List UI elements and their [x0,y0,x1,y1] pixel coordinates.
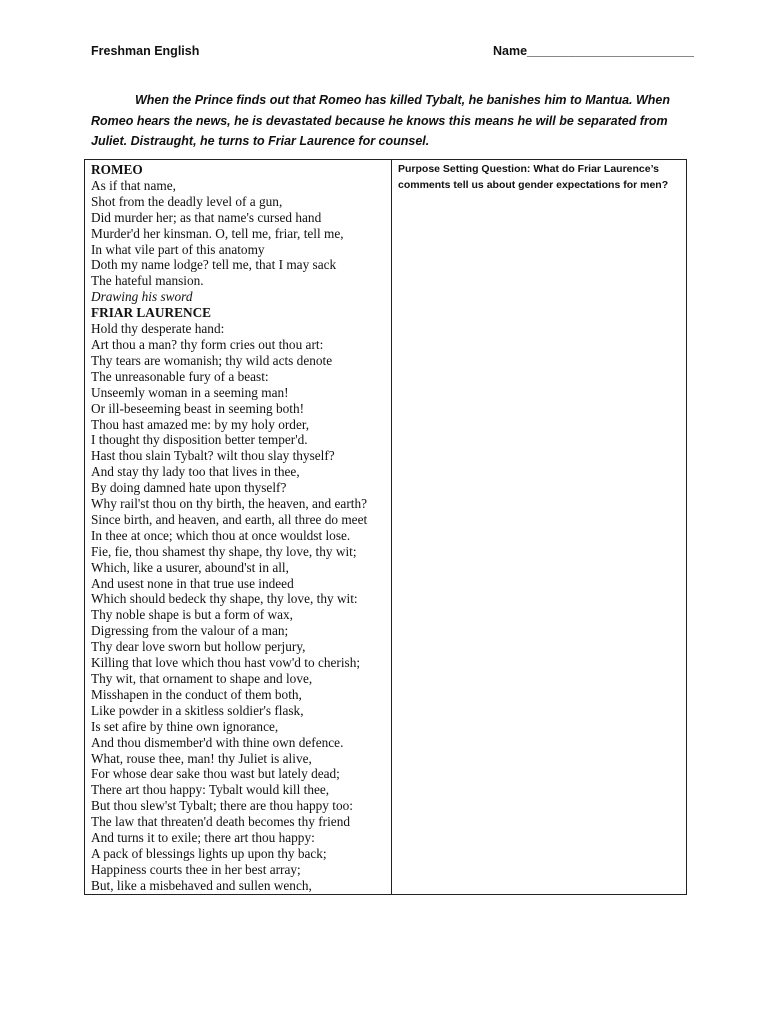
verse-line: Happiness courts thee in her best array; [91,861,301,877]
verse-line: And thou dismember'd with thine own defence. [91,734,344,750]
verse-line: Digressing from the valour of a man; [91,623,289,639]
purpose-question: Purpose Setting Question: What do Friar Laurence’s comments tell us about gender expectations for men? [398,163,669,191]
verse-line: Thy wit, that ornament to shape and love, [91,671,313,686]
course-title: Freshman English [91,44,200,58]
verse-line: Thou hast amazed me: by my holy order, [91,416,310,432]
verse-line: Thy dear love sworn but hollow perjury, [91,639,306,655]
verse-line: Shot from the deadly level of a gun, [91,193,283,209]
verse-line: There art thou happy: Tybalt would kill thee, [91,782,330,798]
verse-line: Thy noble shape is but a form of wax, [91,607,293,623]
verse-line: What, rouse thee, man! thy Juliet is alive, [91,750,312,766]
verse-line: Like powder in a skitless soldier's flask, [91,702,304,718]
verse-line: In what vile part of this anatomy [91,241,265,257]
speaker-name: ROMEO [91,162,143,177]
verse-line: And usest none in that true use indeed [91,575,294,591]
verse-line: Or ill-beseeming beast in seeming both! [91,400,305,416]
verse-line: A pack of blessings lights up upon thy back; [91,845,327,861]
verse-line: The law that threaten'd death becomes thy friend [91,814,350,830]
question-cell[interactable] [392,160,687,895]
verse-line: Killing that love which thou hast vow'd to cherish; [91,655,361,671]
verse-line: But thou slew'st Tybalt; there are thou happy too: [91,798,353,814]
verse-line: Doth my name lodge? tell me, that I may sack [91,257,337,273]
stage-direction: Drawing his sword [91,289,193,305]
verse-line: By doing damned hate upon thyself? [91,480,287,496]
play-text [91,162,391,894]
verse-line: Murder'd her kinsman. O, tell me, friar, tell me, [91,225,344,241]
verse-line: In thee at once; which thou at once wouldst lose. [91,527,351,543]
verse-line: Which, like a usurer, abound'st in all, [91,559,289,575]
verse-line: But, like a misbehaved and sullen wench, [91,877,312,893]
verse-line: The hateful mansion. [91,273,204,289]
verse-line: Art thou a man? thy form cries out thou art: [91,336,324,352]
name-field: Name________________________ [493,44,694,58]
verse-line: Misshapen in the conduct of them both, [91,686,302,702]
verse-line: Thy tears are womanish; thy wild acts denote [91,352,333,368]
worksheet-table [84,159,687,895]
verse-line: As if that name, [91,177,176,193]
verse-line: And stay thy lady too that lives in thee, [91,464,300,480]
verse-line: I thought thy disposition better temper'd. [91,432,308,448]
speaker-name: FRIAR LAURENCE [91,305,212,321]
verse-line: Why rail'st thou on thy birth, the heaven, and earth? [91,496,368,512]
verse-line: The unreasonable fury of a beast: [91,368,269,384]
verse-line: Is set afire by thine own ignorance, [91,718,279,734]
play-text-cell [85,160,392,895]
verse-line: Did murder her; as that name's cursed hand [91,209,322,225]
verse-line: Hold thy desperate hand: [91,321,225,337]
verse-line: Unseemly woman in a seeming man! [91,384,289,400]
verse-line: Which should bedeck thy shape, thy love, thy wit: [91,591,358,607]
verse-line: Fie, fie, thou shamest thy shape, thy love, thy wit; [91,543,357,559]
verse-line: Since birth, and heaven, and earth, all three do meet [91,511,368,527]
verse-line: And turns it to exile; there art thou happy: [91,830,315,846]
intro-paragraph: When the Prince finds out that Romeo has killed Tybalt, he banishes him to Mantua. When Romeo hears the news, he is devastated because he knows this means he will be separated from Juliet. Distraught, he turns to Friar Laurence for counsel. [91,93,671,148]
verse-line: Hast thou slain Tybalt? wilt thou slay thyself? [91,448,335,464]
verse-line: For whose dear sake thou wast but lately dead; [91,766,340,782]
